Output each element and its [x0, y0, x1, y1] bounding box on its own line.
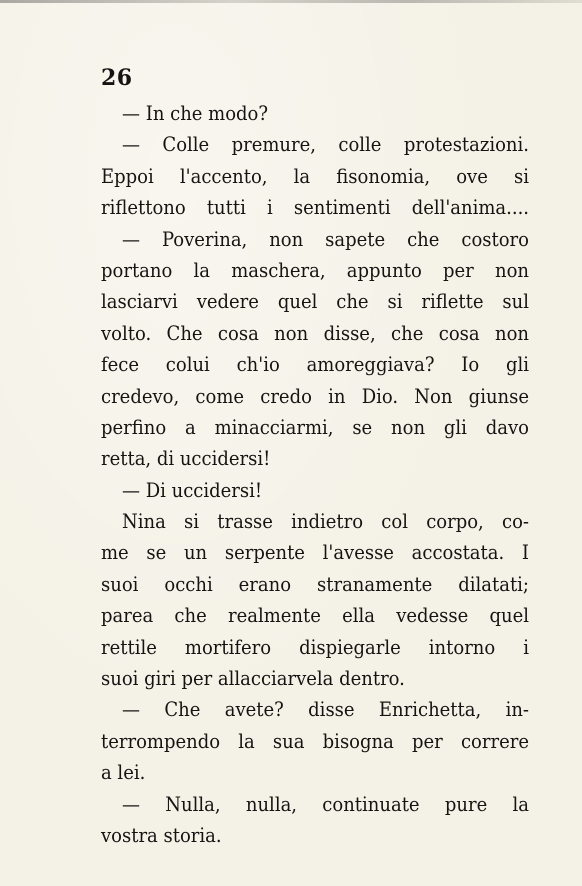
- text-line: volto. Che cosa non disse, che cosa non: [101, 320, 529, 345]
- text-line: parea che realmente ella vedesse quel: [101, 603, 529, 628]
- text-line: — In che modo?: [122, 101, 269, 125]
- text-line: — Di uccidersi!: [122, 477, 263, 502]
- text-line: — Nulla, nulla, continuate pure la: [122, 791, 529, 816]
- text-line: suoi occhi erano stranamente dilatati;: [101, 571, 529, 596]
- text-line: riflettono tutti i sentimenti dell'anima....: [101, 195, 529, 220]
- page-top-edge: [0, 0, 582, 3]
- text-line: — Poverina, non sapete che costoro: [122, 226, 529, 251]
- page-number: 26: [101, 65, 133, 91]
- text-line: portano la maschera, appunto per non: [101, 257, 529, 282]
- text-line: vostra storia.: [101, 822, 222, 847]
- text-line: Nina si trasse indietro col corpo, co-: [122, 509, 529, 534]
- text-line: me se un serpente l'avesse accostata. I: [101, 540, 529, 565]
- text-line: retta, di uccidersi!: [101, 446, 271, 471]
- text-line: Eppoi l'accento, la fisonomia, ove si: [101, 163, 529, 188]
- text-line: credevo, come credo in Dio. Non giunse: [101, 383, 529, 408]
- text-line: a lei.: [101, 760, 146, 785]
- text-line: — Colle premure, colle protestazioni.: [122, 132, 529, 157]
- body-text: [101, 98, 529, 851]
- text-line: fece colui ch'io amoreggiava? Io gli: [101, 352, 529, 377]
- text-line: — Che avete? disse Enrichetta, in-: [122, 697, 529, 722]
- text-line: lasciarvi vedere quel che si riflette sul: [101, 289, 529, 314]
- text-line: suoi giri per allacciarvela dentro.: [101, 666, 405, 691]
- text-line: terrompendo la sua bisogna per correre: [101, 728, 529, 753]
- text-line: perfino a minacciarmi, se non gli davo: [101, 414, 529, 439]
- text-line: rettile mortifero dispiegarle intorno i: [101, 634, 529, 659]
